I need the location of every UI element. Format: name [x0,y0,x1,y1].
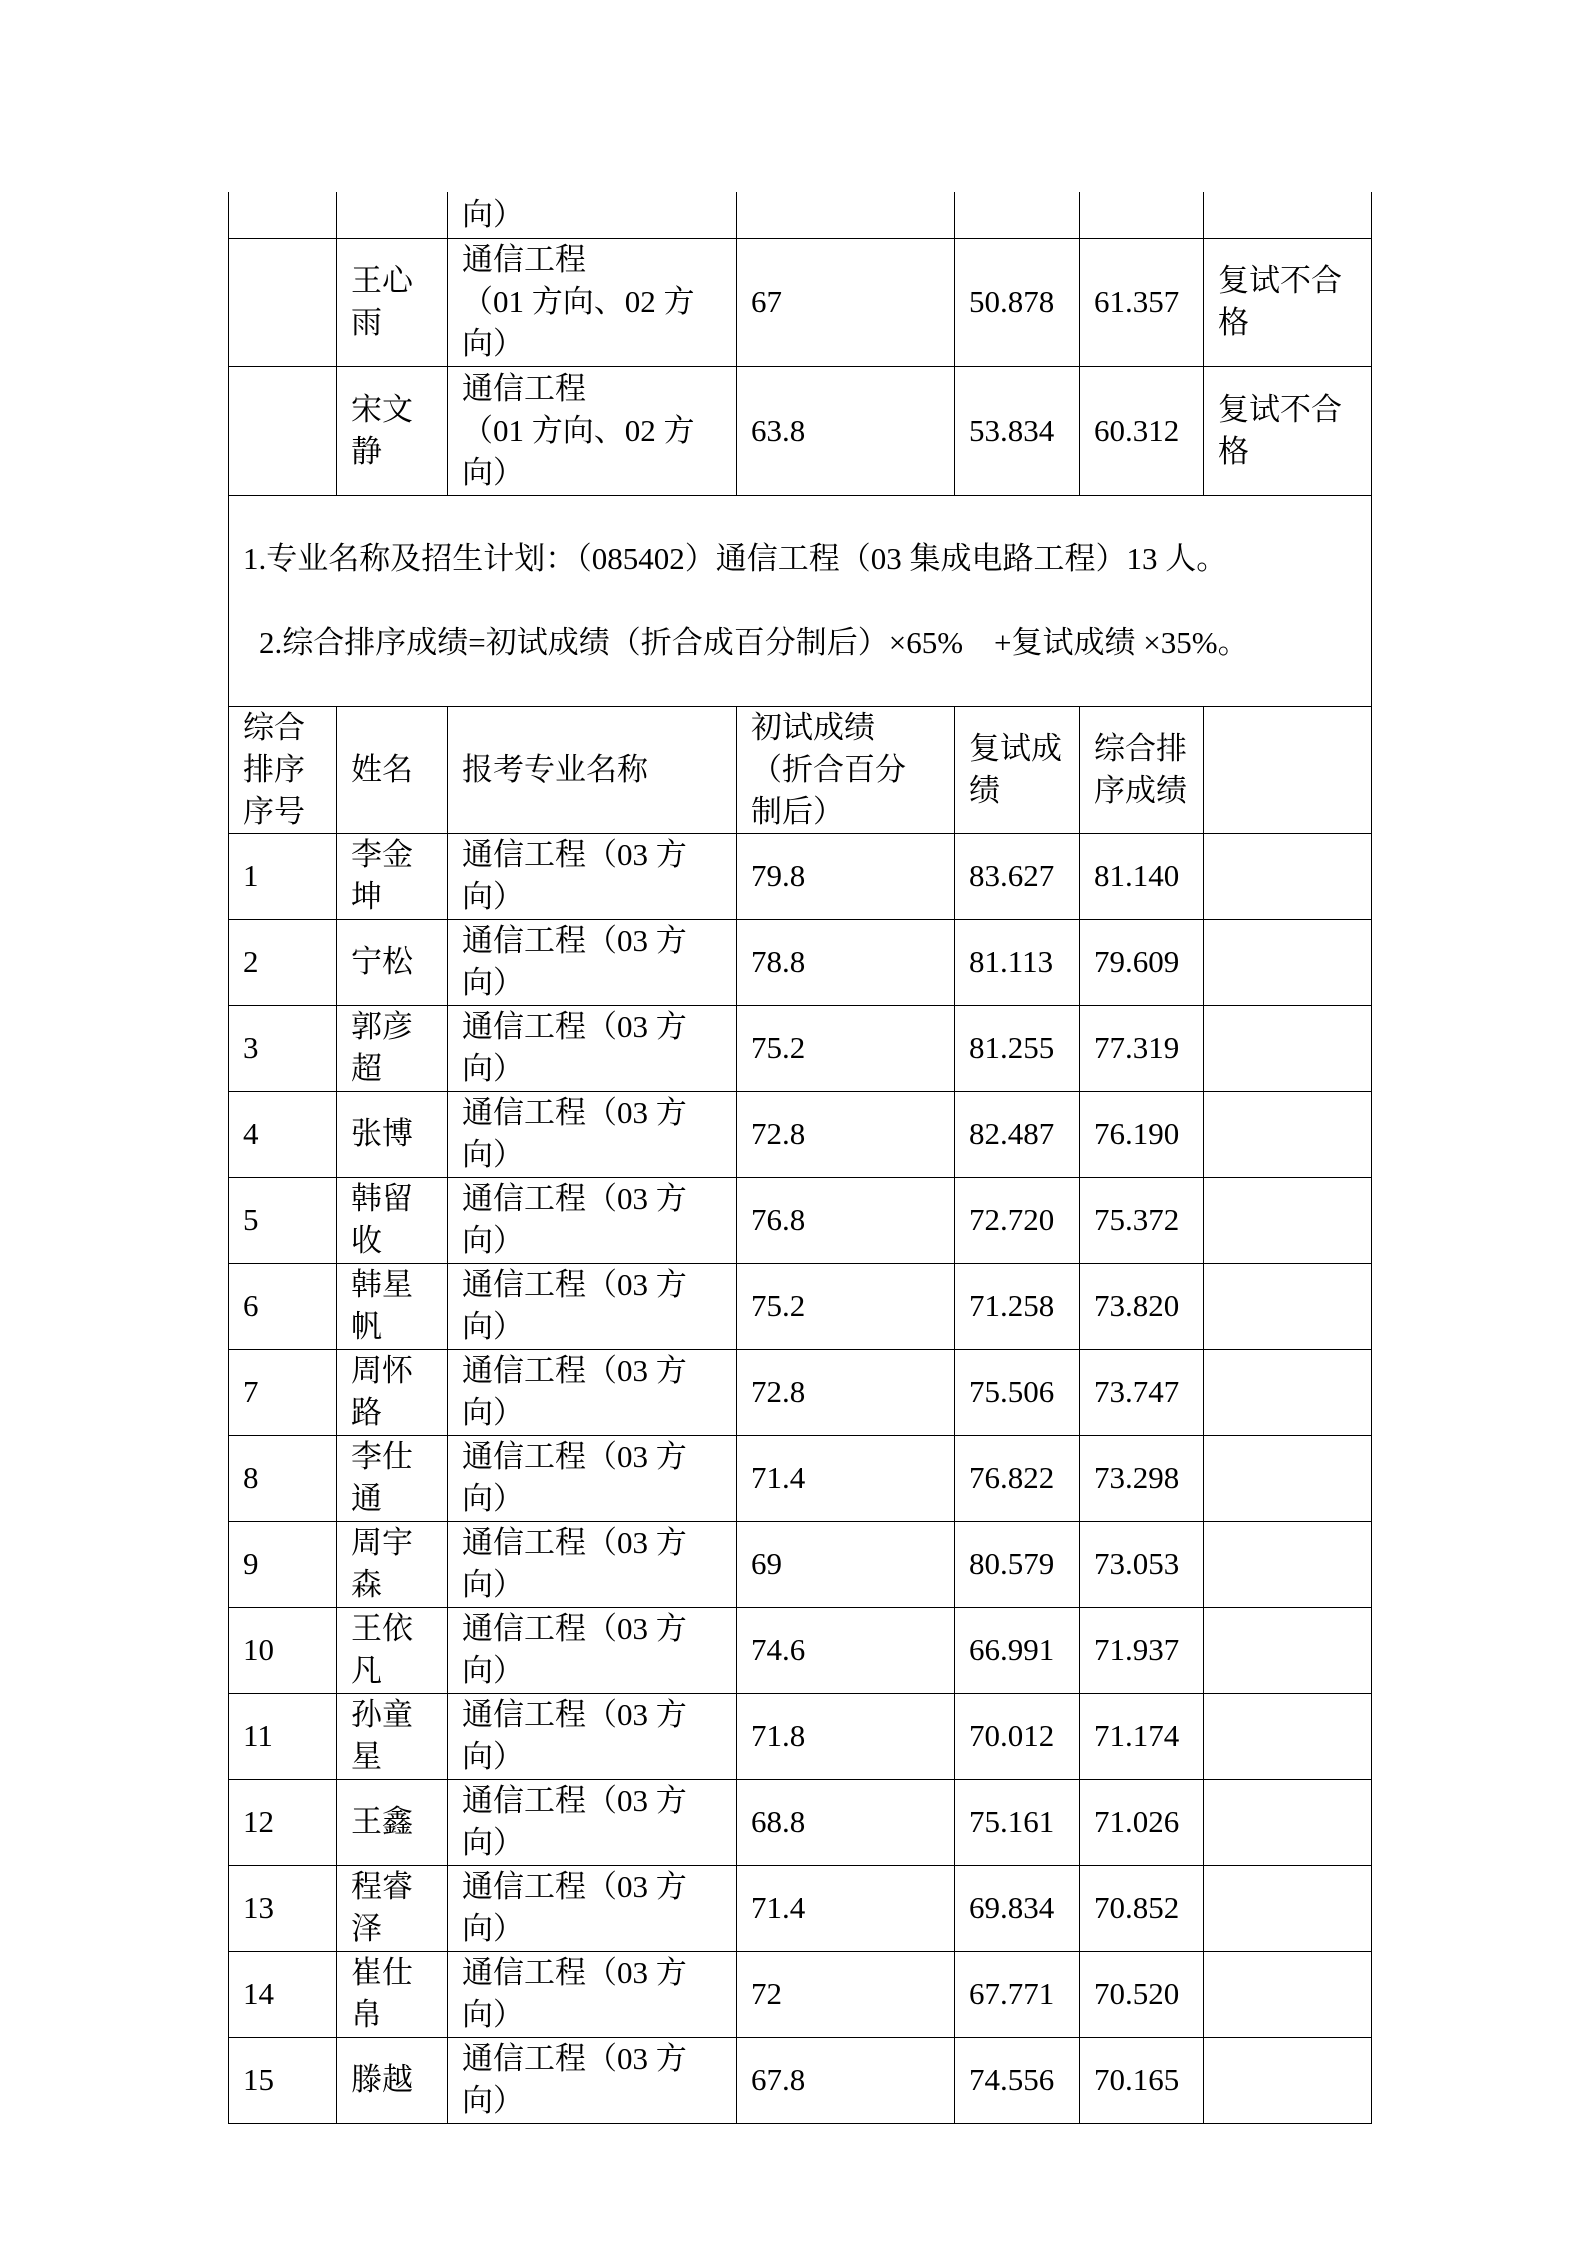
table-row [229,1177,1372,1263]
header-major: 报考专业名称 [448,706,737,833]
initial-score-cell: 75.2 [737,1005,955,1091]
major-cell: 通信工程 （01 方向、02 方向） [448,366,737,495]
retest-score-cell: 70.012 [955,1693,1080,1779]
note-line-1: 1.专业名称及招生计划：（085402）通信工程（03 集成电路工程）13 人。 [243,540,1228,576]
major-cell: 通信工程（03 方向） [448,1177,737,1263]
retest-score-cell: 81.113 [955,919,1080,1005]
remark-cell: 复试不合格 [1204,238,1372,366]
remark-cell [1204,919,1372,1005]
composite-score-cell: 73.298 [1080,1435,1204,1521]
composite-score-cell: 73.053 [1080,1521,1204,1607]
rank-cell: 12 [229,1779,337,1865]
note-line-2: 2.综合排序成绩=初试成绩（折合成百分制后）×65% +复试成绩 ×35%。 [259,624,1249,660]
major-cell: 通信工程（03 方向） [448,1779,737,1865]
retest-score-cell: 81.255 [955,1005,1080,1091]
table-row-continued [229,192,1372,238]
notes-row [229,495,1372,706]
major-cell: 向） [448,192,737,238]
rank-cell [229,238,337,366]
composite-score-cell: 81.140 [1080,833,1204,919]
retest-score-cell [955,192,1080,238]
header-retest-score: 复试成绩 [955,706,1080,833]
major-cell: 通信工程（03 方向） [448,1951,737,2037]
composite-score-cell: 79.609 [1080,919,1204,1005]
rank-cell: 13 [229,1865,337,1951]
remark-cell: 复试不合格 [1204,366,1372,495]
name-cell: 张博 [337,1091,448,1177]
rank-cell: 15 [229,2037,337,2123]
notes-cell [229,495,1372,706]
name-cell: 王心雨 [337,238,448,366]
retest-score-cell: 69.834 [955,1865,1080,1951]
rank-cell: 1 [229,833,337,919]
name-cell: 周宇森 [337,1521,448,1607]
retest-score-cell: 83.627 [955,833,1080,919]
rank-cell: 4 [229,1091,337,1177]
table-row [229,366,1372,495]
table-row [229,833,1372,919]
name-cell: 郭彦超 [337,1005,448,1091]
name-cell [337,192,448,238]
retest-score-cell: 72.720 [955,1177,1080,1263]
remark-cell [1204,1263,1372,1349]
table-row [229,238,1372,366]
name-cell: 李金坤 [337,833,448,919]
rank-cell: 9 [229,1521,337,1607]
retest-score-cell: 67.771 [955,1951,1080,2037]
name-cell: 王鑫 [337,1779,448,1865]
major-cell: 通信工程（03 方向） [448,1521,737,1607]
retest-score-cell: 75.161 [955,1779,1080,1865]
header-name: 姓名 [337,706,448,833]
rank-cell: 14 [229,1951,337,2037]
major-cell: 通信工程（03 方向） [448,1693,737,1779]
header-composite-score: 综合排序成绩 [1080,706,1204,833]
header-rank: 综合排序序号 [229,706,337,833]
retest-score-cell: 82.487 [955,1091,1080,1177]
remark-cell [1204,1865,1372,1951]
major-cell: 通信工程（03 方向） [448,1005,737,1091]
composite-score-cell: 61.357 [1080,238,1204,366]
name-cell: 周怀路 [337,1349,448,1435]
composite-score-cell: 71.937 [1080,1607,1204,1693]
initial-score-cell: 72 [737,1951,955,2037]
major-cell: 通信工程（03 方向） [448,1607,737,1693]
major-cell: 通信工程 （01 方向、02 方向） [448,238,737,366]
name-cell: 崔仕帛 [337,1951,448,2037]
initial-score-cell: 67.8 [737,2037,955,2123]
major-cell: 通信工程（03 方向） [448,1865,737,1951]
composite-score-cell: 77.319 [1080,1005,1204,1091]
retest-score-cell: 75.506 [955,1349,1080,1435]
table-row [229,919,1372,1005]
composite-score-cell: 73.820 [1080,1263,1204,1349]
table-row [229,1263,1372,1349]
composite-score-cell: 71.026 [1080,1779,1204,1865]
table-row [229,1951,1372,2037]
major-cell: 通信工程（03 方向） [448,2037,737,2123]
retest-score-cell: 74.556 [955,2037,1080,2123]
initial-score-cell: 78.8 [737,919,955,1005]
retest-score-cell: 76.822 [955,1435,1080,1521]
retest-score-cell: 50.878 [955,238,1080,366]
rank-cell: 10 [229,1607,337,1693]
table-row [229,1779,1372,1865]
remark-cell [1204,1435,1372,1521]
initial-score-cell: 71.4 [737,1435,955,1521]
composite-score-cell: 70.852 [1080,1865,1204,1951]
initial-score-cell: 63.8 [737,366,955,495]
remark-cell [1204,1091,1372,1177]
name-cell: 王依凡 [337,1607,448,1693]
rank-cell: 5 [229,1177,337,1263]
score-table [228,192,1372,2124]
table-row [229,2037,1372,2123]
header-remark [1204,706,1372,833]
retest-score-cell: 66.991 [955,1607,1080,1693]
remark-cell [1204,1693,1372,1779]
name-cell: 孙童星 [337,1693,448,1779]
retest-score-cell: 53.834 [955,366,1080,495]
rank-cell: 11 [229,1693,337,1779]
composite-score-cell: 73.747 [1080,1349,1204,1435]
composite-score-cell: 60.312 [1080,366,1204,495]
name-cell: 程睿泽 [337,1865,448,1951]
initial-score-cell: 67 [737,238,955,366]
remark-cell [1204,192,1372,238]
initial-score-cell: 76.8 [737,1177,955,1263]
table-row [229,1521,1372,1607]
rank-cell: 8 [229,1435,337,1521]
rank-cell: 3 [229,1005,337,1091]
remark-cell [1204,1177,1372,1263]
initial-score-cell: 75.2 [737,1263,955,1349]
composite-score-cell: 70.520 [1080,1951,1204,2037]
initial-score-cell: 79.8 [737,833,955,919]
name-cell: 韩留收 [337,1177,448,1263]
retest-score-cell: 80.579 [955,1521,1080,1607]
rank-cell: 7 [229,1349,337,1435]
composite-score-cell: 70.165 [1080,2037,1204,2123]
major-cell: 通信工程（03 方向） [448,833,737,919]
major-cell: 通信工程（03 方向） [448,1091,737,1177]
major-cell: 通信工程（03 方向） [448,1435,737,1521]
table-row [229,1607,1372,1693]
header-row [229,706,1372,833]
retest-score-cell: 71.258 [955,1263,1080,1349]
initial-score-cell: 69 [737,1521,955,1607]
name-cell: 韩星帆 [337,1263,448,1349]
remark-cell [1204,1779,1372,1865]
initial-score-cell: 68.8 [737,1779,955,1865]
table-row [229,1005,1372,1091]
rank-cell: 2 [229,919,337,1005]
remark-cell [1204,1951,1372,2037]
composite-score-cell: 76.190 [1080,1091,1204,1177]
major-cell: 通信工程（03 方向） [448,1349,737,1435]
table-row [229,1865,1372,1951]
header-initial-score [737,706,955,833]
initial-score-cell: 71.4 [737,1865,955,1951]
table-row [229,1435,1372,1521]
initial-score-cell: 74.6 [737,1607,955,1693]
name-cell: 李仕通 [337,1435,448,1521]
header-initial-score-label: 初试成绩（折合百分制后） [751,709,906,829]
remark-cell [1204,833,1372,919]
composite-score-cell [1080,192,1204,238]
remark-cell [1204,1521,1372,1607]
name-cell: 宁松 [337,919,448,1005]
initial-score-cell [737,192,955,238]
remark-cell [1204,1349,1372,1435]
table-row [229,1349,1372,1435]
remark-cell [1204,2037,1372,2123]
rank-cell: 6 [229,1263,337,1349]
initial-score-cell: 72.8 [737,1349,955,1435]
rank-cell [229,192,337,238]
composite-score-cell: 75.372 [1080,1177,1204,1263]
major-cell: 通信工程（03 方向） [448,1263,737,1349]
name-cell: 滕越 [337,2037,448,2123]
table-row [229,1693,1372,1779]
initial-score-cell: 72.8 [737,1091,955,1177]
rank-cell [229,366,337,495]
table-row [229,1091,1372,1177]
remark-cell [1204,1005,1372,1091]
name-cell: 宋文静 [337,366,448,495]
initial-score-cell: 71.8 [737,1693,955,1779]
remark-cell [1204,1607,1372,1693]
composite-score-cell: 71.174 [1080,1693,1204,1779]
major-cell: 通信工程（03 方向） [448,919,737,1005]
